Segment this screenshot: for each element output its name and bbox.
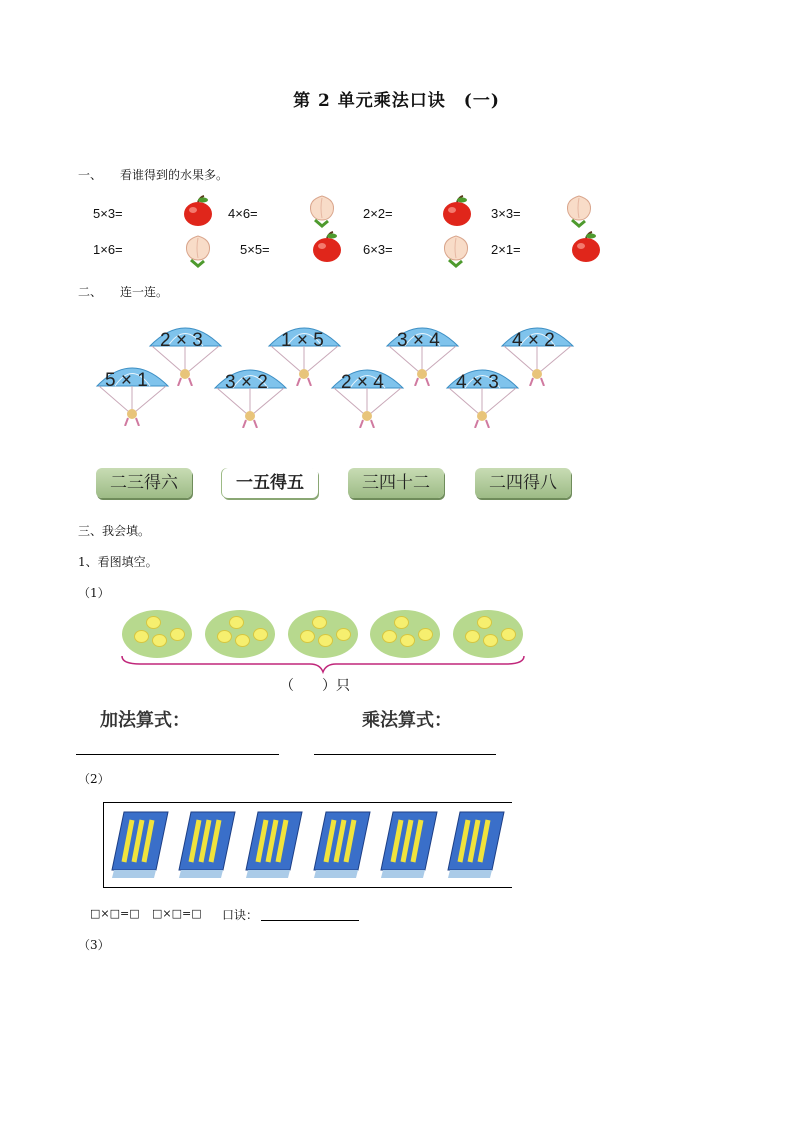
expr-8: 2×1=	[491, 242, 521, 257]
chick-bowl	[122, 610, 192, 658]
parachute-label-6: 3 × 2	[225, 372, 268, 393]
count-blank[interactable]: （ ）只	[280, 678, 350, 694]
apple-icon	[181, 194, 215, 228]
subquestion-1: 1、看图填空。	[78, 555, 158, 569]
koujue-plaque-1: 二三得六	[96, 468, 192, 498]
peach-icon	[440, 232, 472, 270]
parachute-label-4: 4 × 2	[512, 330, 555, 351]
expr-3: 2×2=	[363, 206, 393, 221]
koujue-plaque-4: 二四得八	[475, 468, 571, 498]
addition-answer-line[interactable]	[76, 754, 279, 755]
expr-5: 1×6=	[93, 242, 123, 257]
koujue-plaque-3: 三四十二	[348, 468, 444, 498]
parachute-label-3: 3 × 4	[397, 330, 440, 351]
section1-heading: 一、 看谁得到的水果多。	[78, 168, 229, 182]
apple-icon	[569, 230, 603, 264]
page-title: 第 2 单元乘法口诀 (一)	[293, 91, 500, 111]
expr-2: 4×6=	[228, 206, 258, 221]
expr-1: 5×3=	[93, 206, 123, 221]
brace-icon	[120, 654, 526, 674]
formula-blank-1[interactable]: □×□=□	[90, 907, 140, 920]
koujue-plaque-2: 一五得五	[222, 468, 318, 498]
addition-label: 加法算式：	[100, 710, 190, 731]
pencil-tray-icon	[377, 808, 441, 882]
chick-bowl	[205, 610, 275, 658]
parachute-label-5: 5 × 1	[105, 370, 148, 391]
apple-icon	[310, 230, 344, 264]
multiplication-answer-line[interactable]	[314, 754, 496, 755]
peach-icon	[182, 232, 214, 270]
parachute-label-8: 4 × 3	[456, 372, 499, 393]
chick-bowl	[453, 610, 523, 658]
expr-6: 5×5=	[240, 242, 270, 257]
chick-bowl	[370, 610, 440, 658]
chick-bowl	[288, 610, 358, 658]
part-3-label: （3）	[78, 938, 110, 952]
apple-icon	[440, 194, 474, 228]
pencil-tray-icon	[310, 808, 374, 882]
formula-blank-2[interactable]: □×□=□	[152, 907, 202, 920]
parachute-label-2: 1 × 5	[281, 330, 324, 351]
parachute-label-7: 2 × 4	[341, 372, 384, 393]
pencil-tray-icon	[175, 808, 239, 882]
parachute-label-1: 2 × 3	[160, 330, 203, 351]
koujue-label: 口诀：	[222, 908, 259, 922]
multiplication-label: 乘法算式：	[362, 710, 452, 731]
part-1-label: （1）	[78, 586, 110, 600]
section3-heading: 三、我会填。	[78, 524, 151, 538]
expr-7: 6×3=	[363, 242, 393, 257]
pencil-tray-icon	[444, 808, 508, 882]
peach-icon	[563, 192, 595, 230]
expr-4: 3×3=	[491, 206, 521, 221]
section2-heading: 二、 连一连。	[78, 285, 169, 299]
pencil-tray-icon	[108, 808, 172, 882]
koujue-answer-line[interactable]	[261, 920, 359, 921]
peach-icon	[306, 192, 338, 230]
pencil-tray-icon	[242, 808, 306, 882]
part-2-label: （2）	[78, 772, 110, 786]
